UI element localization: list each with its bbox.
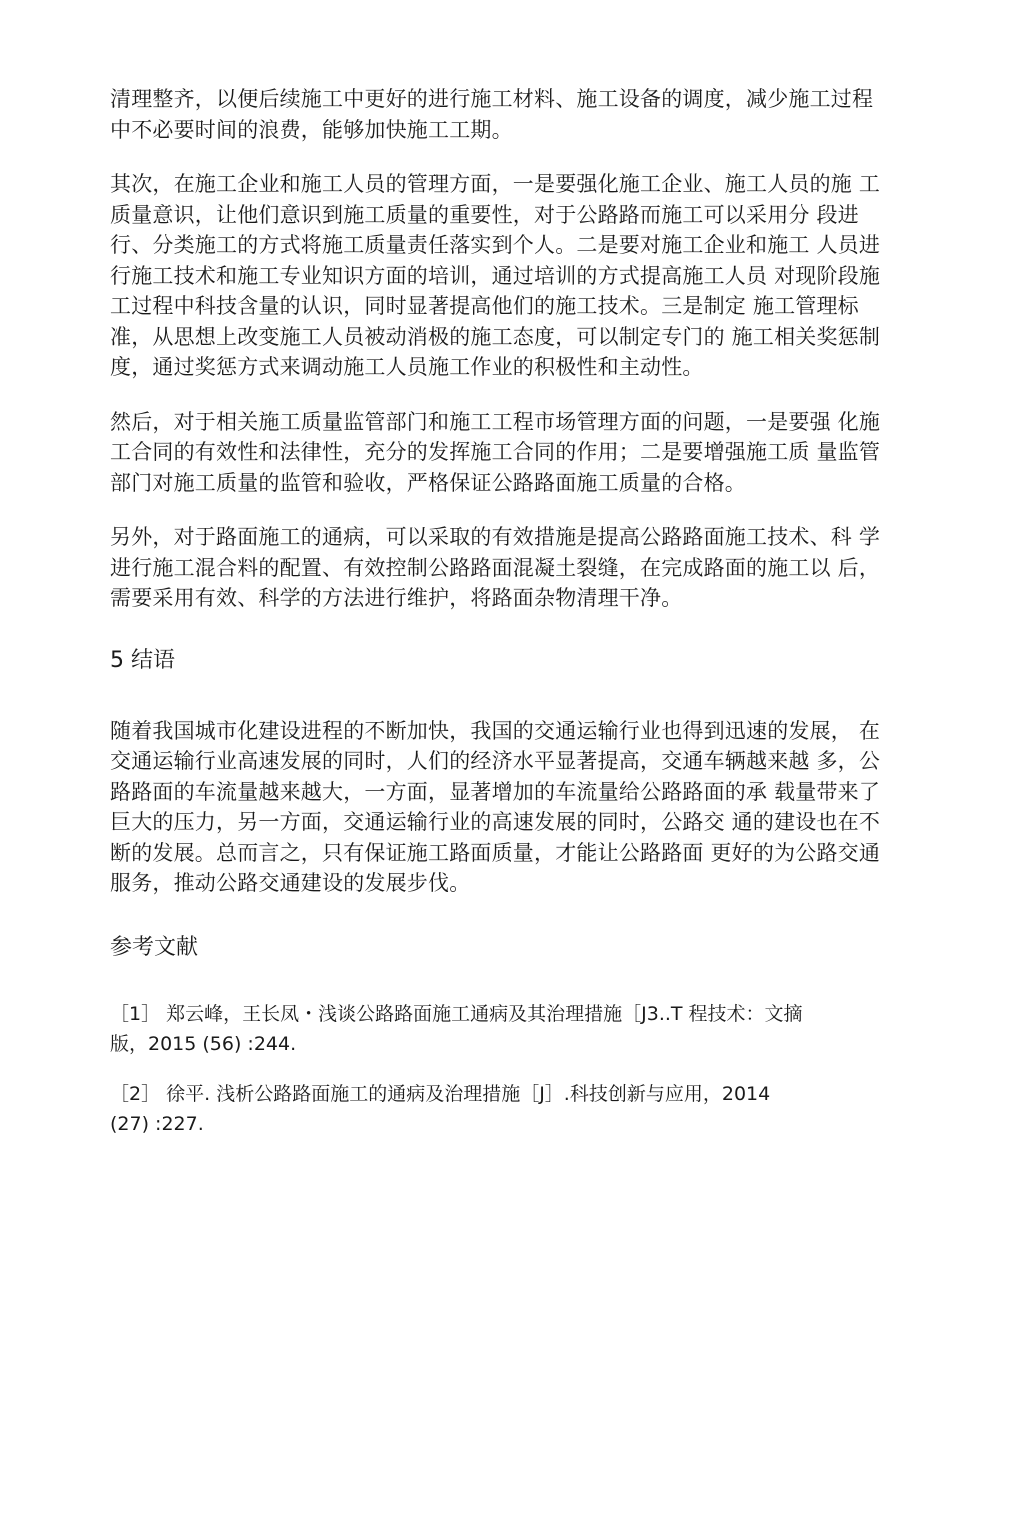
section-heading-references: 参考文献 xyxy=(110,934,199,960)
text-line: 中不必要时间的浪费，能够加快施工工期。 xyxy=(110,117,513,142)
text-line: 断的发展。总而言之，只有保证施工路面质量，才能让公路路面 更好的为公路交通 xyxy=(110,840,881,865)
text-line: 工过程中科技含量的认识，同时显著提高他们的施工技术。三是制定 施工管理标 xyxy=(110,294,859,318)
paragraph-construction-cleanup xyxy=(110,84,920,145)
text-line: 质量意识，让他们意识到施工质量的重要性，对于公路路而施工可以采用分 段进 xyxy=(110,202,859,227)
text-line: 工合同的有效性和法律性，充分的发挥施工合同的作用；二是要增强施工质 量监管 xyxy=(110,440,881,464)
text-line: 随着我国城市化建设进程的不断加快，我国的交通运输行业也得到迅速的发展， 在 xyxy=(110,718,881,743)
text-line: 度，通过奖惩方式来调动施工人员施工作业的积极性和主动性。 xyxy=(110,355,704,379)
text-line: 准，从思想上改变施工人员被动消极的施工态度，可以制定专门的 施工相关奖惩制 xyxy=(110,324,881,349)
text-line: 巨大的压力，另一方面，交通运输行业的高速发展的同时，公路交 通的建设也在不 xyxy=(110,810,881,834)
text-line: 交通运输行业高速发展的同时，人们的经济水平显著提高，交通车辆越来越 多，公 xyxy=(110,749,881,773)
text-line: 进行施工混合料的配置、有效控制公路路面混凝土裂缝，在完成路面的施工以 后， xyxy=(110,555,881,580)
text-line: 其次，在施工企业和施工人员的管理方面，一是要强化施工企业、施工人员的施 工 xyxy=(110,172,881,196)
reference-line: 版，2015 (56) :244. xyxy=(110,1032,297,1055)
reference-line: ［2］ 徐平. 浅析公路路面施工的通病及治理措施［J］.科技创新与应用，2014 xyxy=(110,1082,771,1105)
text-line: 行施工技术和施工专业知识方面的培训，通过培训的方式提高施工人员 对现阶段施 xyxy=(110,263,881,288)
text-line: 部门对施工质量的监管和验收，严格保证公路路面施工质量的合格。 xyxy=(110,470,746,495)
reference-line: ［1］ 郑云峰，王长凤・浅谈公路路面施工通病及其治理措施［J3..T 程技术：文摘 xyxy=(110,1002,803,1025)
text-line: 然后，对于相关施工质量监管部门和施工工程市场管理方面的问题，一是要强 化施 xyxy=(110,409,881,434)
paragraph-supervision xyxy=(110,407,920,499)
document-page xyxy=(110,84,920,1159)
text-line: 另外，对于路面施工的通病，可以采取的有效措施是提高公路路面施工技术、科 学 xyxy=(110,525,881,549)
paragraph-conclusion xyxy=(110,716,920,899)
paragraph-common-defects xyxy=(110,522,920,614)
text-line: 服务，推动公路交通建设的发展步伐。 xyxy=(110,871,471,895)
text-line: 路路面的车流量越来越大，一方面，显著增加的车流量给公路路面的承 载量带来了 xyxy=(110,779,881,804)
text-line: 清理整齐，以便后续施工中更好的进行施工材料、施工设备的调度，减少施工过程 xyxy=(110,87,874,111)
reference-item-1 xyxy=(110,999,920,1059)
reference-line: (27) :227. xyxy=(110,1112,204,1135)
text-line: 需要采用有效、科学的方法进行维护，将路面杂物清理干净。 xyxy=(110,586,683,610)
section-heading-conclusion: 5 结语 xyxy=(110,647,175,673)
paragraph-management xyxy=(110,169,920,383)
reference-item-2 xyxy=(110,1079,920,1139)
text-line: 行、分类施工的方式将施工质量责任落实到个人。二是要对施工企业和施工 人员进 xyxy=(110,233,881,257)
